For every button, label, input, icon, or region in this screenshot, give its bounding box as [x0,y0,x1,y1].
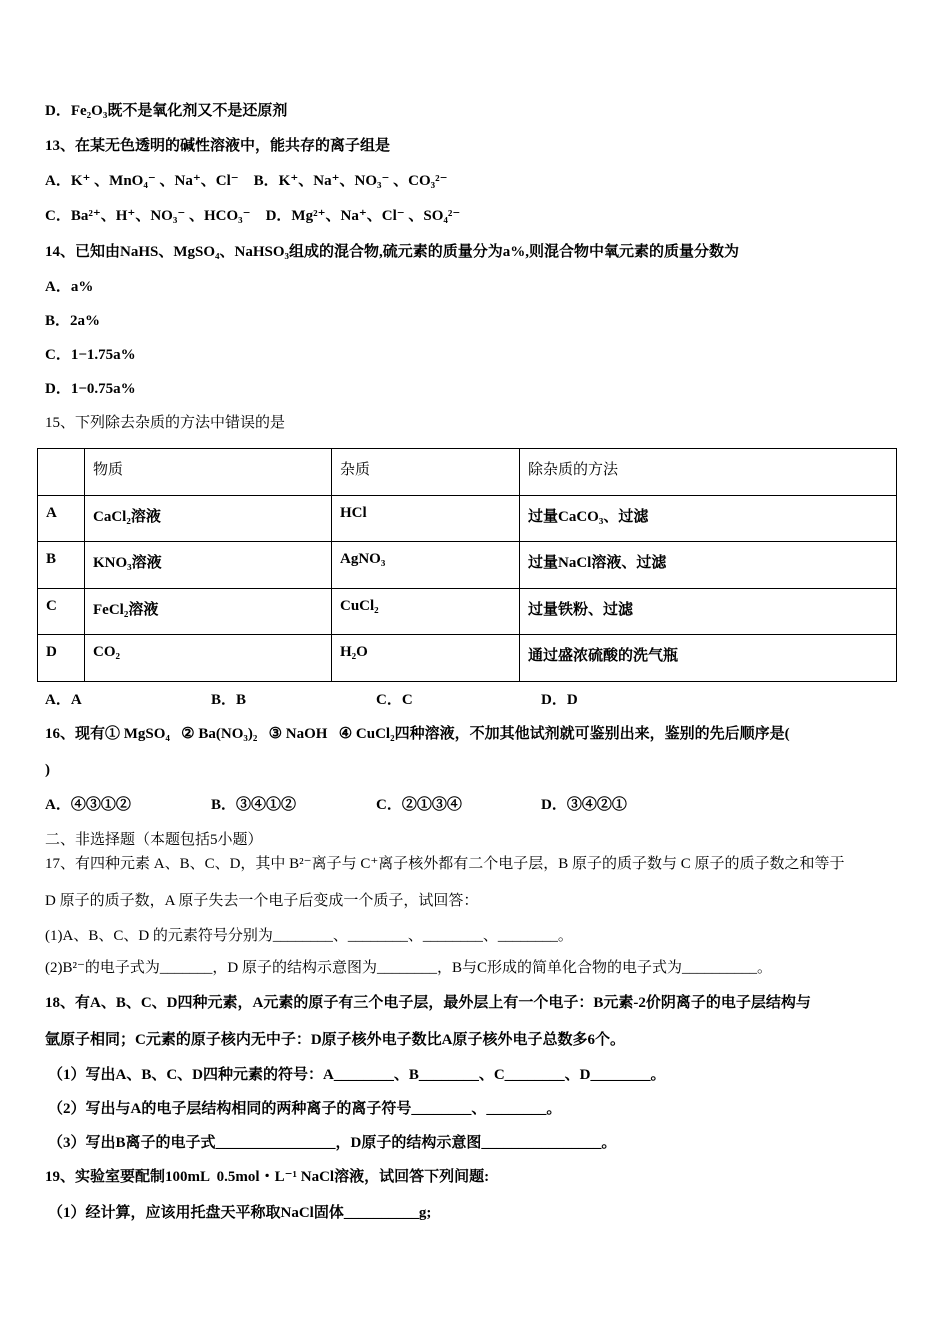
table-cell: CaCl₂溶液 [85,495,332,542]
table-row [38,542,897,589]
q17-part1: (1)A、B、C、D 的元素符号分别为________、________、________、________。 [45,928,573,944]
q18-part1: （1）写出A、B、C、D四种元素的符号：A________、B________、C________、D________。 [48,1067,666,1083]
q17-line1: 17、有四种元素 A、B、C、D，其中 B²⁻离子与 C⁺离子核外都有二个电子层，B 原子的质子数与 C 原子的质子数之和等于 [45,856,845,872]
table-cell: H₂O [332,635,520,682]
q18-line2: 氩原子相同；C元素的原子核内无中子：D原子核外电子数比A原子核外电子总数多6个。 [45,1032,626,1048]
table-row [38,635,897,682]
table-header: 除杂质的方法 [520,449,897,496]
table-cell: HCl [332,495,520,542]
table-header: 物质 [85,449,332,496]
table-header-row [38,449,897,496]
q15-option-b: B．B [211,692,247,708]
table-header [38,449,85,496]
table-cell: CO₂ [85,635,332,682]
table-row [38,588,897,635]
q13-options-ab: A．K⁺ 、MnO₄⁻ 、Na⁺、Cl⁻ B．K⁺、Na⁺、NO₃⁻ 、CO₃²⁻ [45,173,448,189]
q18-line1: 18、有A、B、C、D四种元素，A元素的原子有三个电子层，最外层上有一个电子：B元素-2价阴离子的电子层结构与 [45,995,811,1011]
q14-option-d: D．1−0.75a% [45,381,136,397]
table-cell: 过量铁粉、过滤 [520,588,897,635]
table-cell: 过量CaCO₃、过滤 [520,495,897,542]
table-cell: AgNO₃ [332,542,520,589]
q18-part2: （2）写出与A的电子层结构相同的两种离子的离子符号________、________。 [48,1101,562,1117]
q19-stem: 19、实验室要配制100mL 0.5mol・L⁻¹ NaCl溶液，试回答下列间题: [45,1169,490,1185]
q15-option-a: A．A [45,692,82,708]
q14-option-c: C．1−1.75a% [45,347,136,363]
table-cell: B [38,542,85,589]
q15-table [37,448,897,682]
q18-part3: （3）写出B离子的电子式________________，D原子的结构示意图________________。 [48,1135,617,1151]
table-header: 杂质 [332,449,520,496]
q16-option-c: C．②①③④ [376,797,462,813]
q16-option-d: D．③④②① [541,797,627,813]
table-cell: D [38,635,85,682]
q17-line2: D 原子的质子数，A 原子失去一个电子后变成一个质子，试回答： [45,893,479,909]
q13-stem: 13、在某无色透明的碱性溶液中，能共存的离子组是 [45,138,391,154]
q16-stem: 16、现有① MgSO₄ ② Ba(NO₃)₂ ③ NaOH ④ CuCl₂四种溶液，不加其他试剂就可鉴别出来，鉴别的先后顺序是( [45,726,790,742]
q16-option-a: A．④③①② [45,797,131,813]
q15-stem: 15、下列除去杂质的方法中错误的是 [45,415,286,431]
q17-part2: (2)B²⁻的电子式为_______，D 原子的结构示意图为________，B与C形成的简单化合物的电子式为__________。 [45,960,773,976]
table-row [38,495,897,542]
table-cell: CuCl₂ [332,588,520,635]
table-cell: KNO₃溶液 [85,542,332,589]
section-heading: 二、非选择题（本题包括5小题） [45,832,263,848]
q16-option-b: B．③④①② [211,797,297,813]
q16-stem-end: ) [45,762,50,778]
table-cell: 过量NaCl溶液、过滤 [520,542,897,589]
q12-option-d: D．Fe₂O₃既不是氧化剂又不是还原剂 [45,103,288,119]
table-cell: C [38,588,85,635]
table-cell: FeCl₂溶液 [85,588,332,635]
q13-options-cd: C．Ba²⁺、H⁺、NO₃⁻ 、HCO₃⁻ D．Mg²⁺、Na⁺、Cl⁻ 、SO₄²⁻ [45,208,461,224]
q14-option-a: A．a% [45,279,94,295]
q19-part1: （1）经计算，应该用托盘天平称取NaCl固体__________g; [48,1205,432,1221]
table-cell: 通过盛浓硫酸的洗气瓶 [520,635,897,682]
q15-option-d: D．D [541,692,578,708]
q15-option-c: C．C [376,692,413,708]
q14-stem: 14、已知由NaHS、MgSO₄、NaHSO₃组成的混合物,硫元素的质量分为a%,则混合物中氧元素的质量分数为 [45,244,740,260]
table-cell: A [38,495,85,542]
q14-option-b: B．2a% [45,313,101,329]
